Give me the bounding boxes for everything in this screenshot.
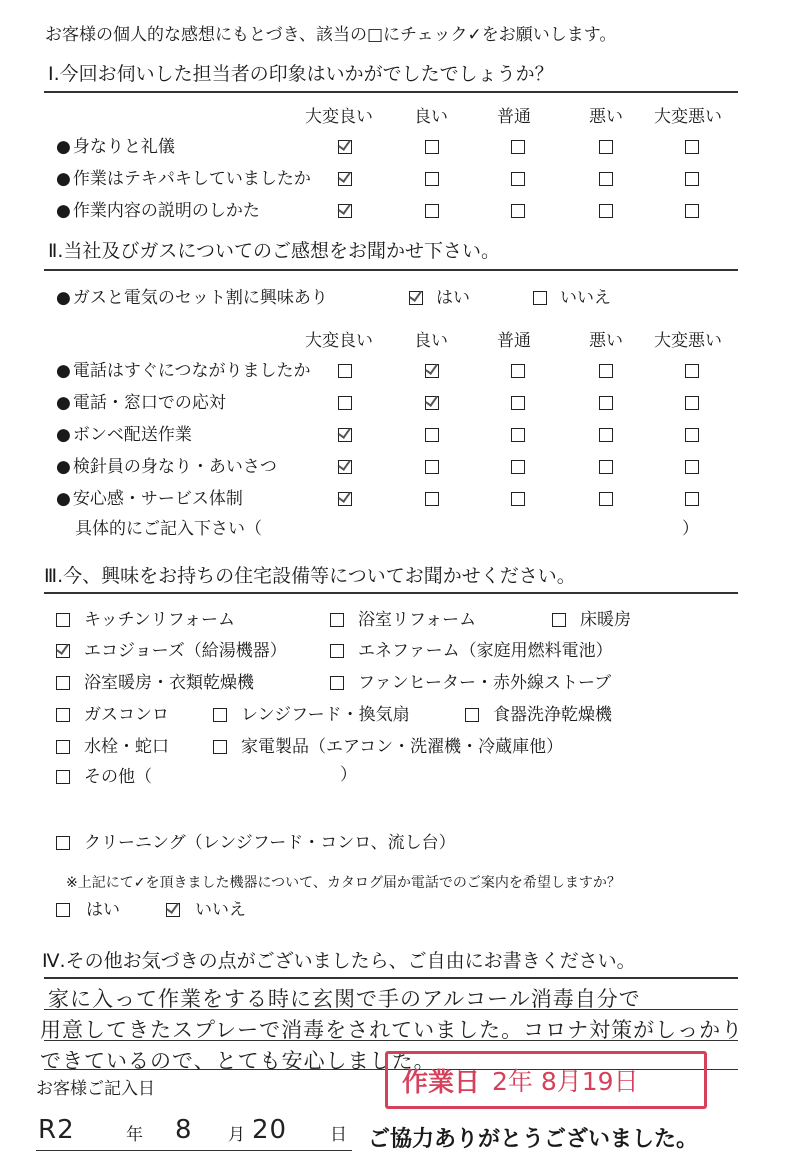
equipment-label: 食器洗浄乾燥機 [493, 705, 612, 725]
equipment-label: 浴室暖房・衣類乾燥機 [84, 673, 254, 693]
section2-item-label: ● 電話・窓口での応対 [56, 393, 226, 413]
equipment-checkbox[interactable] [56, 676, 70, 690]
day-label: 日 [330, 1125, 347, 1145]
set-discount-question: ● ガスと電気のセット割に興味あり [56, 288, 328, 308]
section2-rating-checkbox[interactable] [338, 492, 352, 506]
comment-label: 具体的にご記入下さい（ [75, 519, 262, 539]
equipment-checkbox[interactable] [465, 708, 479, 722]
catalog-no-label: いいえ [195, 900, 246, 920]
set-discount-yes-checkbox[interactable] [409, 291, 423, 305]
section2-rating-checkbox[interactable] [685, 364, 699, 378]
section2-rating-checkbox[interactable] [425, 364, 439, 378]
section2-rating-checkbox[interactable] [511, 460, 525, 474]
rating-header: 大変悪い [654, 107, 722, 127]
equipment-label: クリーニング（レンジフード・コンロ、流し台） [84, 833, 456, 853]
rating-header: 大変悪い [654, 331, 722, 351]
section1-title: Ⅰ.今回お伺いした担当者の印象はいかがでしたでしょうか？ [48, 63, 554, 85]
year-label: 年 [126, 1125, 143, 1145]
section1-rating-checkbox[interactable] [338, 172, 352, 186]
section1-rating-checkbox[interactable] [685, 172, 699, 186]
section2-rating-checkbox[interactable] [425, 396, 439, 410]
section1-rating-checkbox[interactable] [511, 172, 525, 186]
section2-rating-checkbox[interactable] [599, 428, 613, 442]
section2-title: Ⅱ.当社及びガスについてのご感想をお聞かせ下さい。 [48, 240, 501, 262]
work-date-stamp [385, 1051, 707, 1109]
rating-header: 良い [414, 331, 448, 351]
section1-rating-checkbox[interactable] [425, 204, 439, 218]
equipment-label: ガスコンロ [84, 705, 169, 725]
equipment-checkbox[interactable] [56, 708, 70, 722]
equipment-label: ファンヒーター・赤外線ストーブ [358, 673, 612, 693]
section1-divider [44, 91, 738, 93]
equipment-checkbox[interactable] [552, 613, 566, 627]
comment-line-1: 家に入って作業をする時に玄関で手のアルコール消毒自分で [48, 987, 641, 1011]
month-label: 月 [228, 1125, 245, 1145]
section1-item-label: ● 作業はテキパキしていましたか [56, 169, 311, 189]
section3-divider [44, 592, 738, 594]
section4-title: Ⅳ.その他お気づきの点がございましたら、ご自由にお書きください。 [42, 950, 636, 972]
equipment-checkbox[interactable] [213, 708, 227, 722]
section2-item-label: ● 電話はすぐにつながりましたか [56, 361, 311, 381]
catalog-no-checkbox[interactable] [166, 903, 180, 917]
set-discount-no-label: いいえ [560, 288, 611, 308]
rating-header: 悪い [589, 107, 623, 127]
comment-line-rule [44, 1009, 738, 1010]
section1-rating-checkbox[interactable] [511, 140, 525, 154]
rating-header: 大変良い [305, 331, 373, 351]
section2-item-label: ● 検針員の身なり・あいさつ [56, 457, 277, 477]
equipment-label: レンジフード・換気扇 [241, 705, 410, 725]
entry-month: 8 [175, 1115, 193, 1145]
section2-rating-checkbox[interactable] [338, 428, 352, 442]
comment-line-rule [44, 1040, 738, 1041]
section1-rating-checkbox[interactable] [338, 140, 352, 154]
equipment-label: 家電製品（エアコン・洗濯機・冷蔵庫他） [241, 737, 564, 757]
section2-item-label: ● 安心感・サービス体制 [56, 489, 243, 509]
section1-rating-checkbox[interactable] [338, 204, 352, 218]
entry-era: R2 [38, 1115, 75, 1145]
equipment-label: その他（ [84, 767, 152, 787]
section1-rating-checkbox[interactable] [599, 140, 613, 154]
section1-rating-checkbox[interactable] [599, 204, 613, 218]
section2-rating-checkbox[interactable] [511, 492, 525, 506]
other-close-paren: ） [340, 765, 357, 785]
catalog-question: ※上記にて✓を頂きました機器について、カタログ届か電話でのご案内を希望しますか？ [66, 875, 621, 891]
equipment-label: 床暖房 [580, 610, 631, 630]
rating-header: 普通 [497, 331, 531, 351]
thanks-message: ご協力ありがとうございました。 [368, 1127, 699, 1152]
section2-rating-checkbox[interactable] [685, 396, 699, 410]
section2-rating-checkbox[interactable] [599, 396, 613, 410]
section3-title: Ⅲ.今、興味をお持ちの住宅設備等についてお聞かせください。 [44, 565, 576, 587]
catalog-yes-checkbox[interactable] [56, 903, 70, 917]
section2-rating-checkbox[interactable] [599, 492, 613, 506]
section2-rating-checkbox[interactable] [425, 460, 439, 474]
equipment-checkbox[interactable] [330, 644, 344, 658]
section2-rating-checkbox[interactable] [685, 460, 699, 474]
stamp-label: 作業日 [402, 1067, 481, 1098]
set-discount-no-checkbox[interactable] [533, 291, 547, 305]
rating-header: 大変良い [305, 107, 373, 127]
section2-rating-checkbox[interactable] [511, 428, 525, 442]
section2-item-label: ● ボンベ配送作業 [56, 425, 192, 445]
section2-rating-checkbox[interactable] [338, 460, 352, 474]
section2-divider [44, 269, 738, 271]
equipment-checkbox[interactable] [330, 676, 344, 690]
equipment-label: エネファーム（家庭用燃料電池） [358, 641, 613, 661]
equipment-label: 浴室リフォーム [358, 610, 477, 630]
section1-rating-checkbox[interactable] [685, 140, 699, 154]
equipment-checkbox[interactable] [213, 740, 227, 754]
stamp-date: 2年 8月19日 [492, 1067, 639, 1096]
section2-rating-checkbox[interactable] [685, 428, 699, 442]
section1-rating-checkbox[interactable] [511, 204, 525, 218]
equipment-checkbox[interactable] [56, 644, 70, 658]
equipment-label: キッチンリフォーム [84, 610, 235, 630]
rating-header: 普通 [497, 107, 531, 127]
section2-rating-checkbox[interactable] [599, 460, 613, 474]
instruction-text: お客様の個人的な感想にもとづき、該当の□にチェック✓をお願いします。 [45, 25, 617, 45]
section2-rating-checkbox[interactable] [338, 396, 352, 410]
comment-close-paren: ） [682, 519, 699, 539]
section2-rating-checkbox[interactable] [338, 364, 352, 378]
section4-divider [44, 977, 738, 979]
section1-rating-checkbox[interactable] [425, 140, 439, 154]
equipment-checkbox[interactable] [56, 613, 70, 627]
rating-header: 良い [414, 107, 448, 127]
section2-rating-checkbox[interactable] [425, 428, 439, 442]
section2-rating-checkbox[interactable] [425, 492, 439, 506]
section1-rating-checkbox[interactable] [425, 172, 439, 186]
entry-day: 20 [252, 1115, 288, 1145]
equipment-checkbox[interactable] [330, 613, 344, 627]
set-discount-yes-label: はい [436, 288, 470, 308]
section1-rating-checkbox[interactable] [685, 204, 699, 218]
equipment-checkbox[interactable] [56, 836, 70, 850]
rating-header: 悪い [589, 331, 623, 351]
equipment-label: エコジョーズ（給湯機器） [84, 641, 287, 661]
comment-line-2: 用意してきたスプレーで消毒をされていました。コロナ対策がしっかり [40, 1018, 744, 1042]
entry-date-underline [36, 1150, 352, 1151]
equipment-checkbox[interactable] [56, 740, 70, 754]
comment-line-3: できているので、とても安心しました。 [40, 1049, 436, 1073]
section2-rating-checkbox[interactable] [511, 396, 525, 410]
section2-rating-checkbox[interactable] [599, 364, 613, 378]
equipment-label: 水栓・蛇口 [84, 737, 169, 757]
section1-item-label: ● 身なりと礼儀 [56, 137, 175, 157]
section1-rating-checkbox[interactable] [599, 172, 613, 186]
section2-rating-checkbox[interactable] [685, 492, 699, 506]
section2-rating-checkbox[interactable] [511, 364, 525, 378]
entry-date-label: お客様ご記入日 [36, 1079, 155, 1099]
equipment-checkbox[interactable] [56, 770, 70, 784]
section1-item-label: ● 作業内容の説明のしかた [56, 201, 260, 221]
catalog-yes-label: はい [86, 900, 120, 920]
